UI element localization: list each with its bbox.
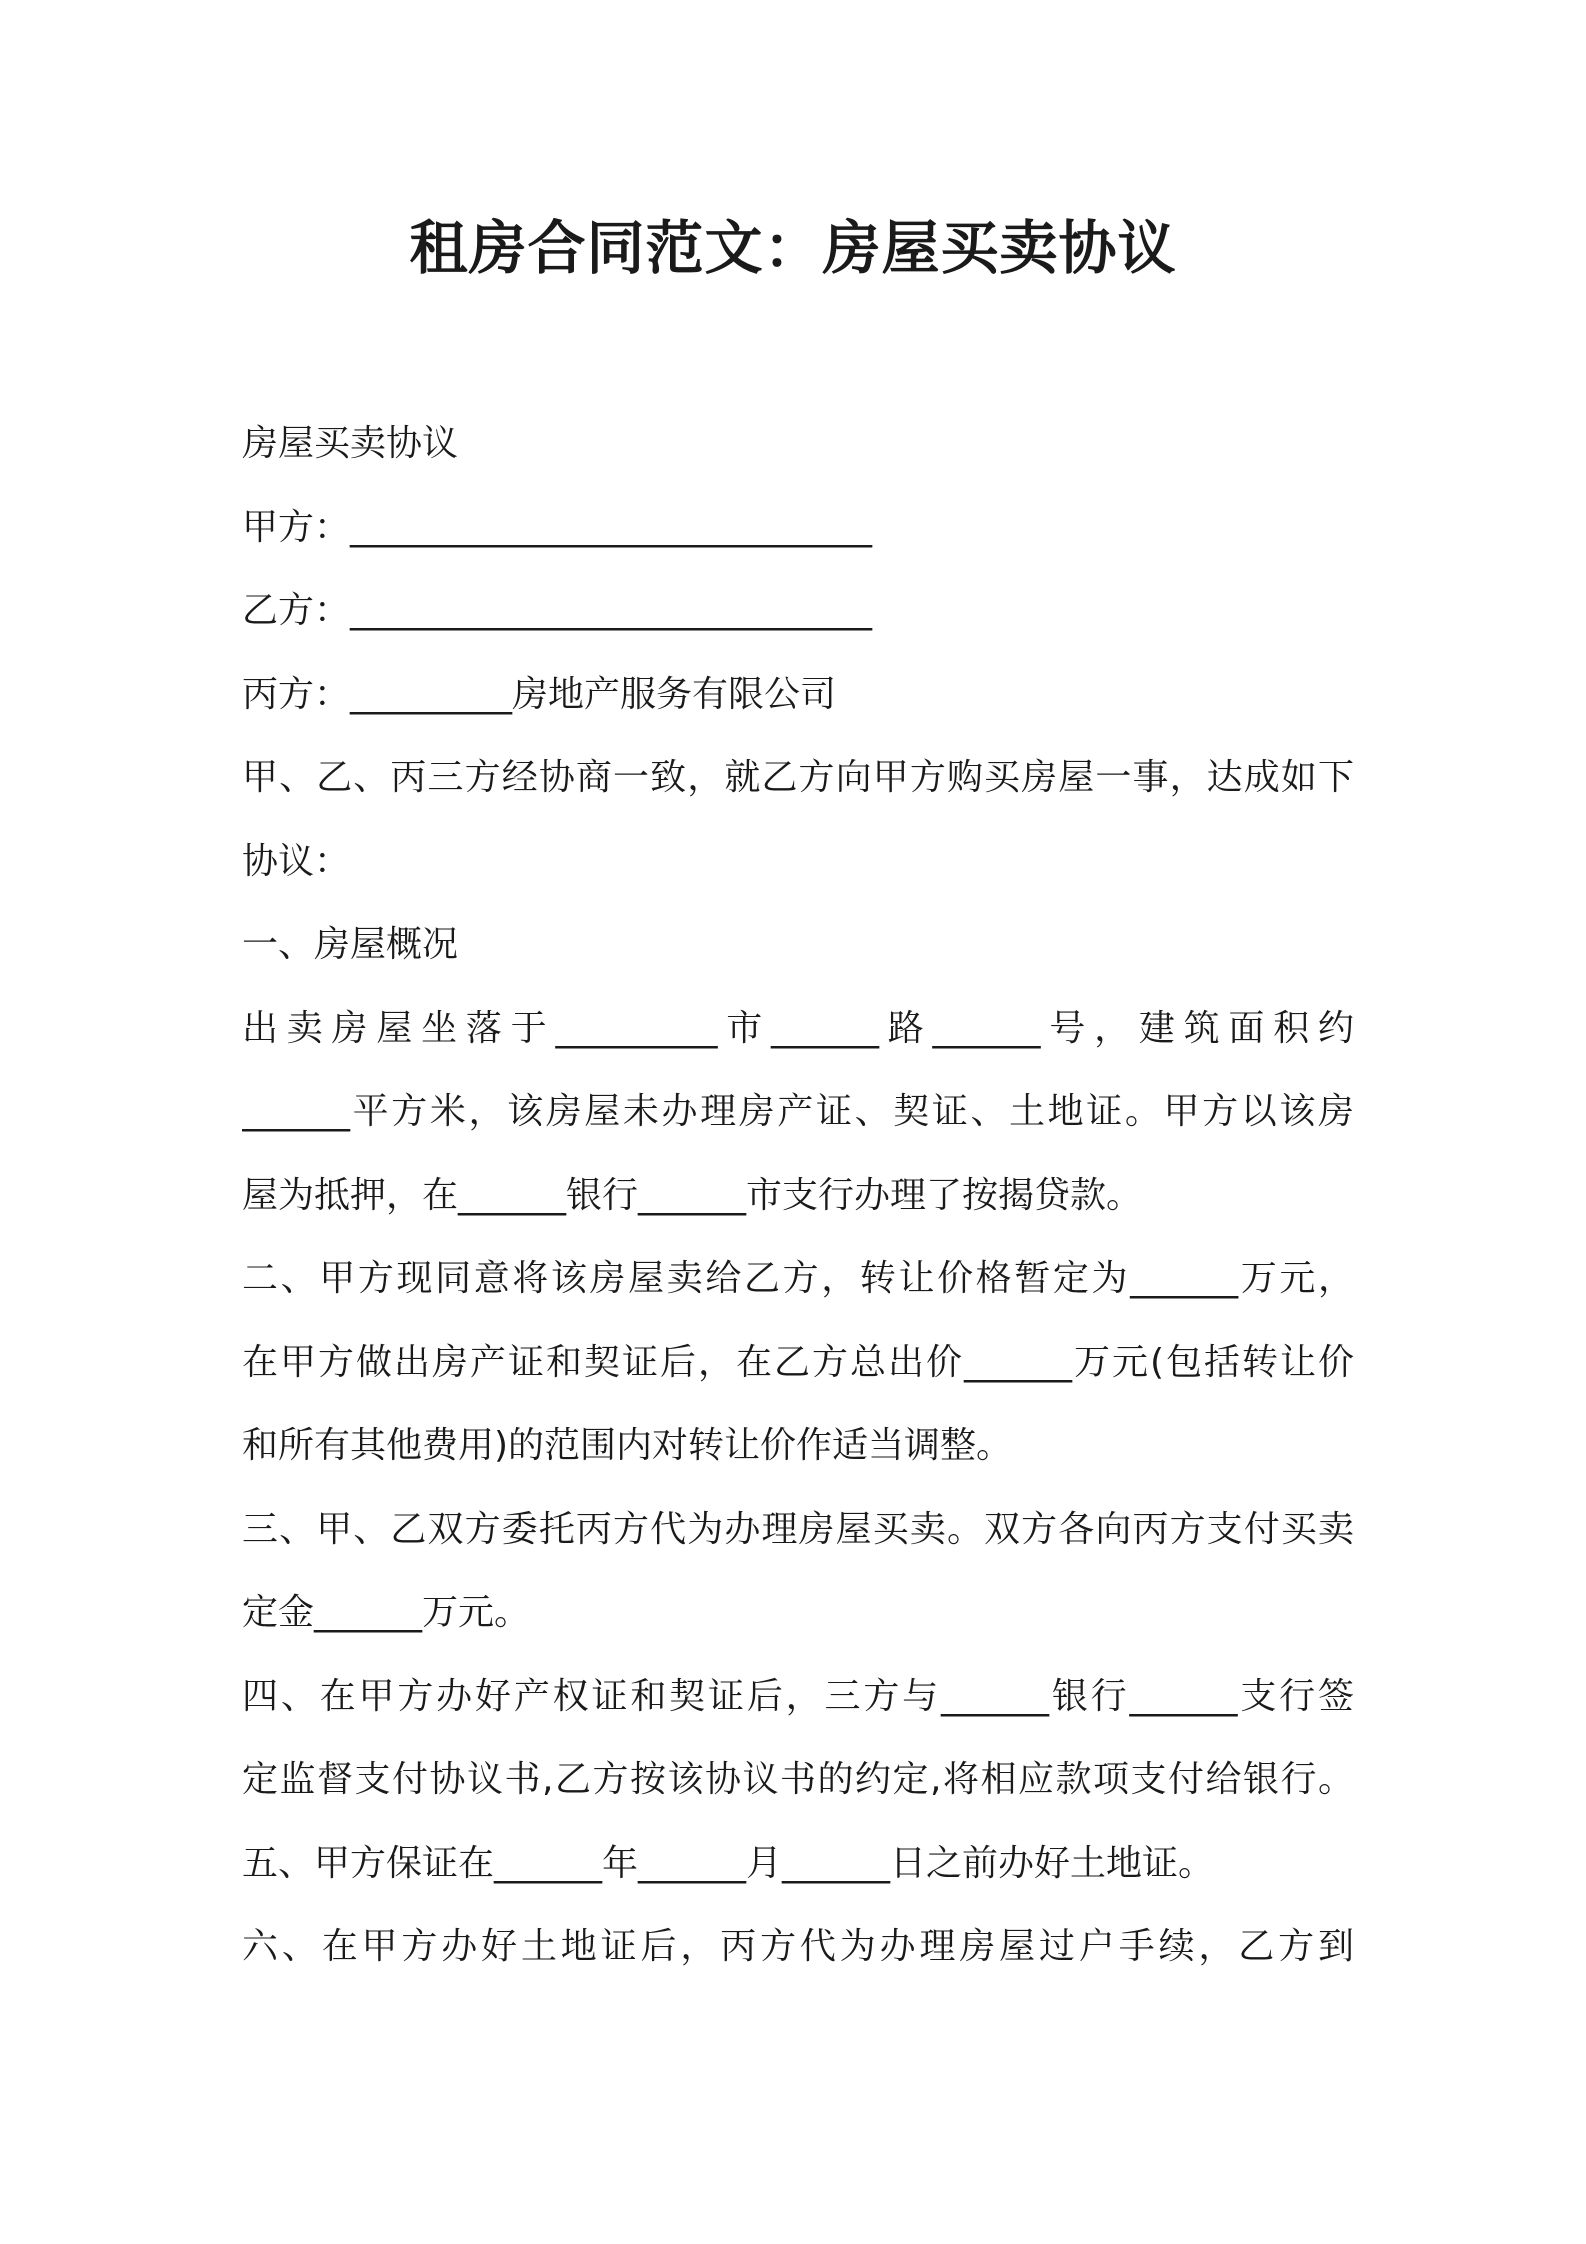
paragraph-line: ______平方米，该房屋未办理房产证、契证、土地证。甲方以该房	[242, 1091, 1354, 1132]
document-title: 租房合同范文：房屋买卖协议	[409, 214, 1177, 282]
paragraph-line: 五、甲方保证在______年______月______日之前办好土地证。	[242, 1842, 1215, 1884]
paragraph-line: 定监督支付协议书,乙方按该协议书的约定,将相应款项支付给银行。	[242, 1759, 1354, 1800]
paragraph-line: 三、甲、乙双方委托丙方代为办理房屋买卖。双方各向丙方支付买卖	[242, 1508, 1354, 1550]
paragraph-line: 四、在甲方办好产权证和契证后，三方与______银行______支行签	[242, 1675, 1354, 1717]
paragraph-line: 出卖房屋坐落于_________市______路______号，建筑面积约	[242, 1007, 1354, 1049]
party-b-line: 乙方：_____________________________	[242, 590, 873, 631]
paragraph-line: 在甲方做出房产证和契证后，在乙方总出价______万元(包括转让价	[242, 1341, 1354, 1383]
document-body	[242, 402, 1354, 1989]
paragraph-line: 二、甲方现同意将该房屋卖给乙方，转让价格暂定为______万元，	[242, 1258, 1354, 1299]
paragraph-line: 和所有其他费用)的范围内对转让价作适当调整。	[242, 1425, 1013, 1466]
paragraph-line: 协议：	[242, 840, 351, 882]
section-heading: 房屋买卖协议	[242, 423, 459, 464]
paragraph-line: 屋为抵押，在______银行______市支行办理了按揭贷款。	[242, 1174, 1143, 1216]
paragraph-line: 甲、乙、丙三方经协商一致，就乙方向甲方购买房屋一事，达成如下	[242, 757, 1354, 798]
paragraph-line: 定金______万元。	[242, 1592, 531, 1633]
party-a-line: 甲方：_____________________________	[242, 506, 873, 548]
party-c-line: 丙方：_________房地产服务有限公司	[242, 673, 837, 715]
paragraph-line: 六、在甲方办好土地证后，丙方代为办理房屋过户手续，乙方到	[242, 1926, 1354, 1967]
clause-heading: 一、房屋概况	[242, 924, 459, 965]
